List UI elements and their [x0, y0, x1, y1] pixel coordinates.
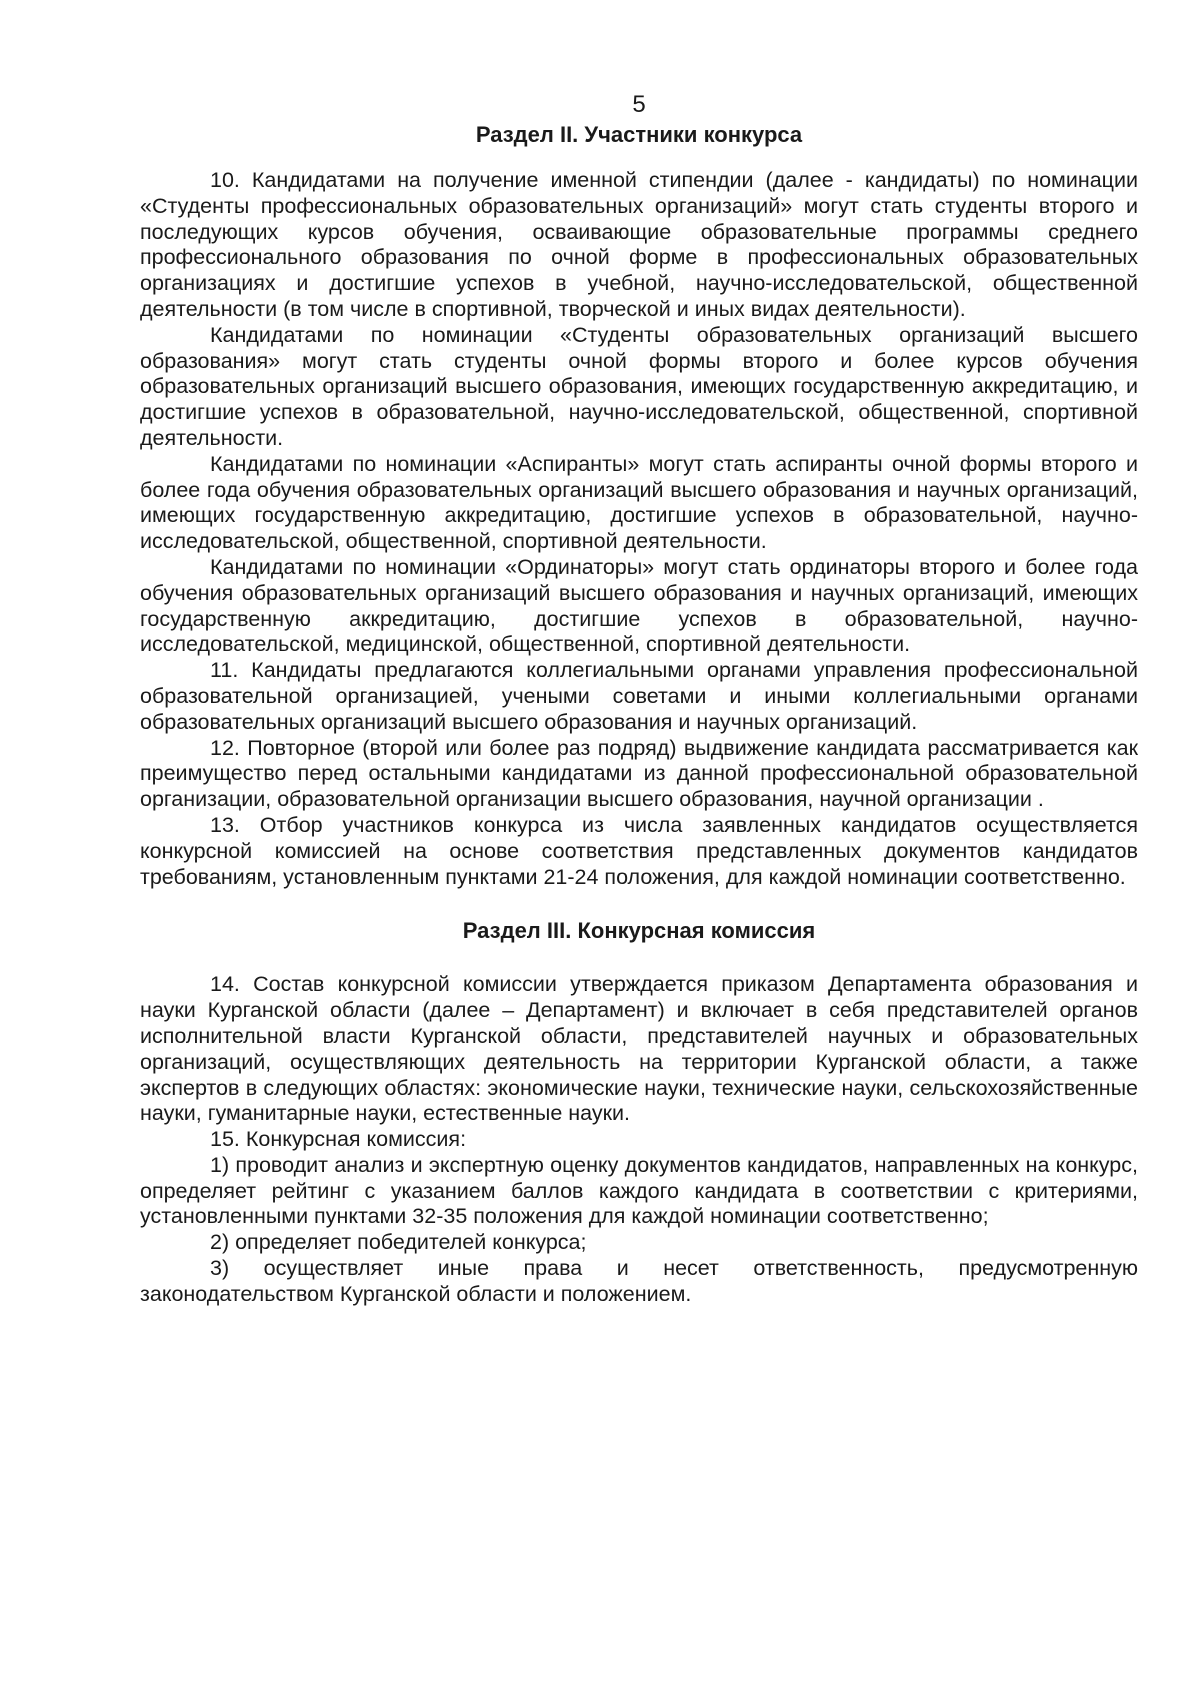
paragraph-15-item-3: 3) осуществляет иные права и несет ответственность, предусмотренную законодательством Курганской области и положением.	[140, 1256, 1138, 1306]
paragraph-12: 12. Повторное (второй или более раз подряд) выдвижение кандидата рассматривается как преимущество перед остальными кандидатами из данной профессиональной образовательной организации, образовательной организации высшего образования, научной организации .	[140, 735, 1138, 812]
paragraph-postgraduates: Кандидатами по номинации «Аспиранты» могут стать аспиранты очной формы второго и более года обучения образовательных организаций высшего образования и научных организаций, имеющих государственную аккредитацию, достигшие успехов в образовательной, научно-исследовательской, общественной, спортивной деятельности.	[140, 451, 1138, 554]
paragraph-15-item-2: 2) определяет победителей конкурса;	[210, 1230, 587, 1255]
paragraph-10: 10. Кандидатами на получение именной стипендии (далее - кандидаты) по номинации «Студенты профессиональных образовательных организаций» могут стать студенты второго и последующих курсов обучения, осваивающие образовательные программы среднего профессионального образования по очной форме в профессиональных образовательных организациях и достигшие успехов в учебной, научно-исследовательской, общественной деятельности (в том числе в спортивной, творческой и иных видах деятельности).	[140, 168, 1138, 321]
section-participants-body	[140, 168, 1138, 890]
paragraph-students-higher-education: Кандидатами по номинации «Студенты образовательных организаций высшего образования» могут стать студенты очной формы второго и более курсов обучения образовательных организаций высшего образования, имеющих государственную аккредитацию, и достигшие успехов в образовательной, научно-исследовательской, общественной, спортивной деятельности.	[140, 322, 1138, 450]
paragraph-15: 15. Конкурсная комиссия:	[210, 1127, 467, 1152]
section-title-commission: Раздел III. Конкурсная комиссия	[462, 918, 816, 944]
section-commission-body	[140, 972, 1138, 1307]
section-title-participants: Раздел II. Участники конкурса	[475, 122, 803, 147]
page-number: 5	[632, 91, 646, 118]
paragraph-14: 14. Состав конкурсной комиссии утверждается приказом Департамента образования и науки Курганской области (далее – Департамент) и включает в себя представителей органов исполнительной власти Курганской области, представителей научных и образовательных организаций, осуществляющих деятельность на территории Курганской области, а также экспертов в следующих областях: экономические науки, технические науки, сельскохозяйственные науки, гуманитарные науки, естественные науки.	[140, 972, 1138, 1126]
paragraph-residents: Кандидатами по номинации «Ординаторы» могут стать ординаторы второго и более года обучения образовательных организаций высшего образования и научных организаций, имеющих государственную аккредитацию, достигшие успехов в образовательной, научно-исследовательской, медицинской, общественной, спортивной деятельности.	[140, 554, 1138, 657]
document-page	[140, 90, 1138, 1308]
paragraph-15-item-1: 1) проводит анализ и экспертную оценку документов кандидатов, направленных на конкурс, определяет рейтинг с указанием баллов каждого кандидата в соответствии с критериями, установленными пунктами 32-35 положения для каждой номинации соответственно;	[140, 1152, 1138, 1229]
paragraph-11: 11. Кандидаты предлагаются коллегиальными органами управления профессиональной образовательной организацией, учеными советами и иными коллегиальными органами образовательных организаций высшего образования и научных организаций.	[140, 658, 1138, 734]
paragraph-13: 13. Отбор участников конкурса из числа заявленных кандидатов осуществляется конкурсной комиссией на основе соответствия представленных документов кандидатов требованиям, установленным пунктами 21-24 положения, для каждой номинации соответственно.	[140, 812, 1138, 889]
